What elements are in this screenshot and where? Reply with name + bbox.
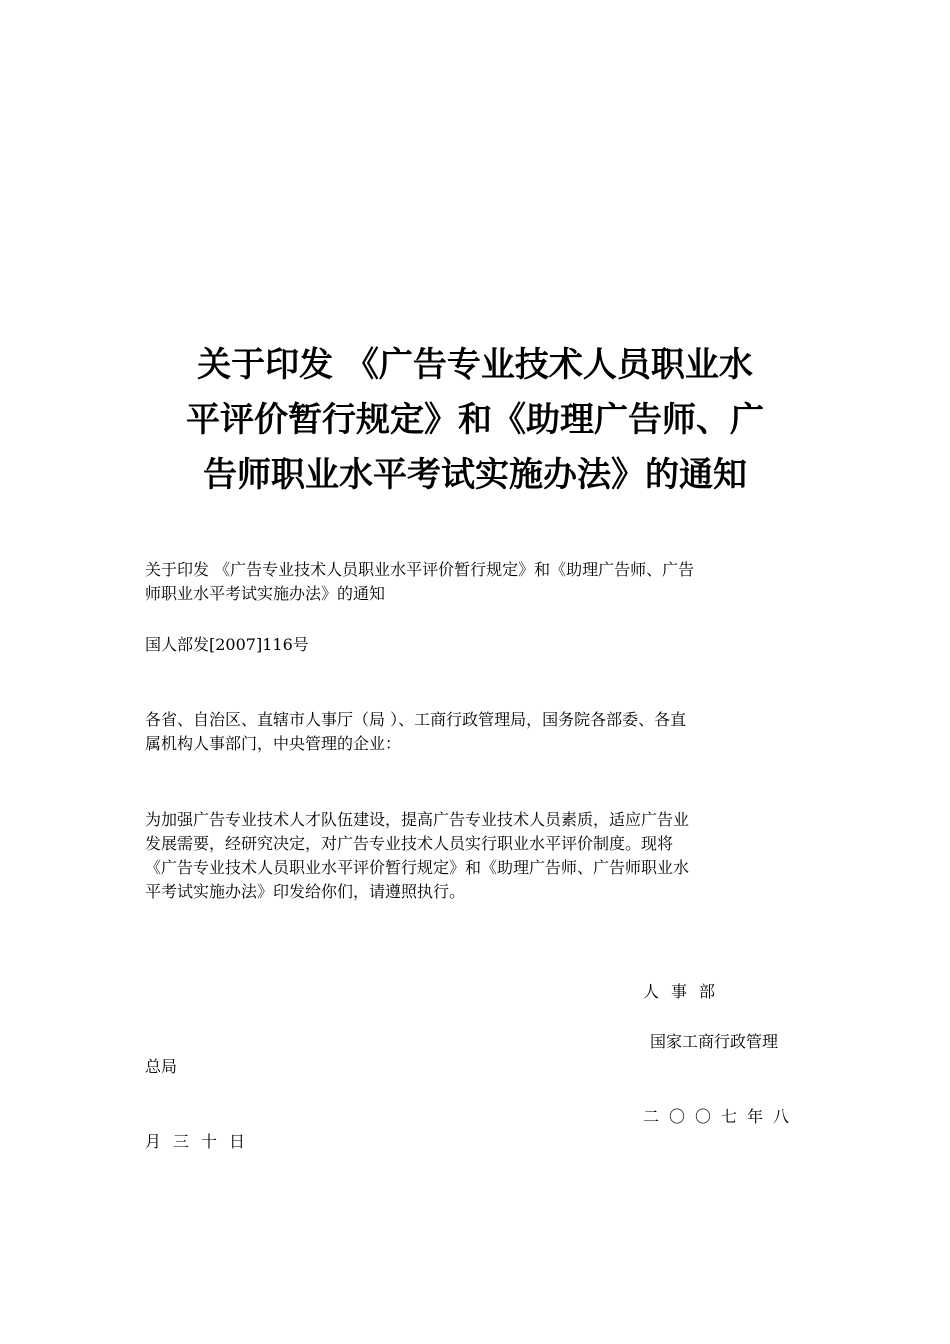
body-paragraph xyxy=(145,808,805,904)
body-line-3: 《广告专业技术人员职业水平评价暂行规定》和《助理广告师、广告师职业水 xyxy=(145,858,690,877)
subtitle-paragraph xyxy=(145,558,805,606)
document-number: 国人部发[2007]116号 xyxy=(145,635,309,654)
signature-date-part1: 二〇〇七年八 xyxy=(643,1107,800,1126)
body-line-2: 发展需要，经研究决定，对广告专业技术人员实行职业水平评价制度。现将 xyxy=(145,834,674,853)
signature-date-part2: 月三十日 xyxy=(145,1132,258,1151)
subtitle-line-2: 师职业水平考试实施办法》的通知 xyxy=(145,584,386,603)
signature-org-saic-part2: 总局 xyxy=(145,1057,178,1076)
title-line-1: 关于印发 《广告专业技术人员职业水 xyxy=(197,345,753,385)
recipients-line-1: 各省、自治区、直辖市人事厅（局 ）、工商行政管理局，国务院各部委、各直 xyxy=(145,710,687,729)
body-line-1: 为加强广告专业技术人才队伍建设，提高广告专业技术人员素质，适应广告业 xyxy=(145,810,690,829)
title-line-2: 平评价暂行规定》和《助理广告师、广 xyxy=(186,400,764,440)
body-line-4: 平考试实施办法》印发给你们，请遵照执行。 xyxy=(145,882,466,901)
title-line-3: 告师职业水平考试实施办法》的通知 xyxy=(203,455,747,495)
document-title xyxy=(120,338,830,503)
subtitle-line-1: 关于印发 《广告专业技术人员职业水平评价暂行规定》和《助理广告师、广告 xyxy=(145,560,695,579)
signature-org-personnel: 人事部 xyxy=(643,982,728,1001)
signature-org-saic-part1: 国家工商行政管理 xyxy=(650,1032,779,1051)
recipients-paragraph xyxy=(145,708,805,756)
recipients-line-2: 属机构人事部门，中央管理的企业： xyxy=(145,734,402,753)
